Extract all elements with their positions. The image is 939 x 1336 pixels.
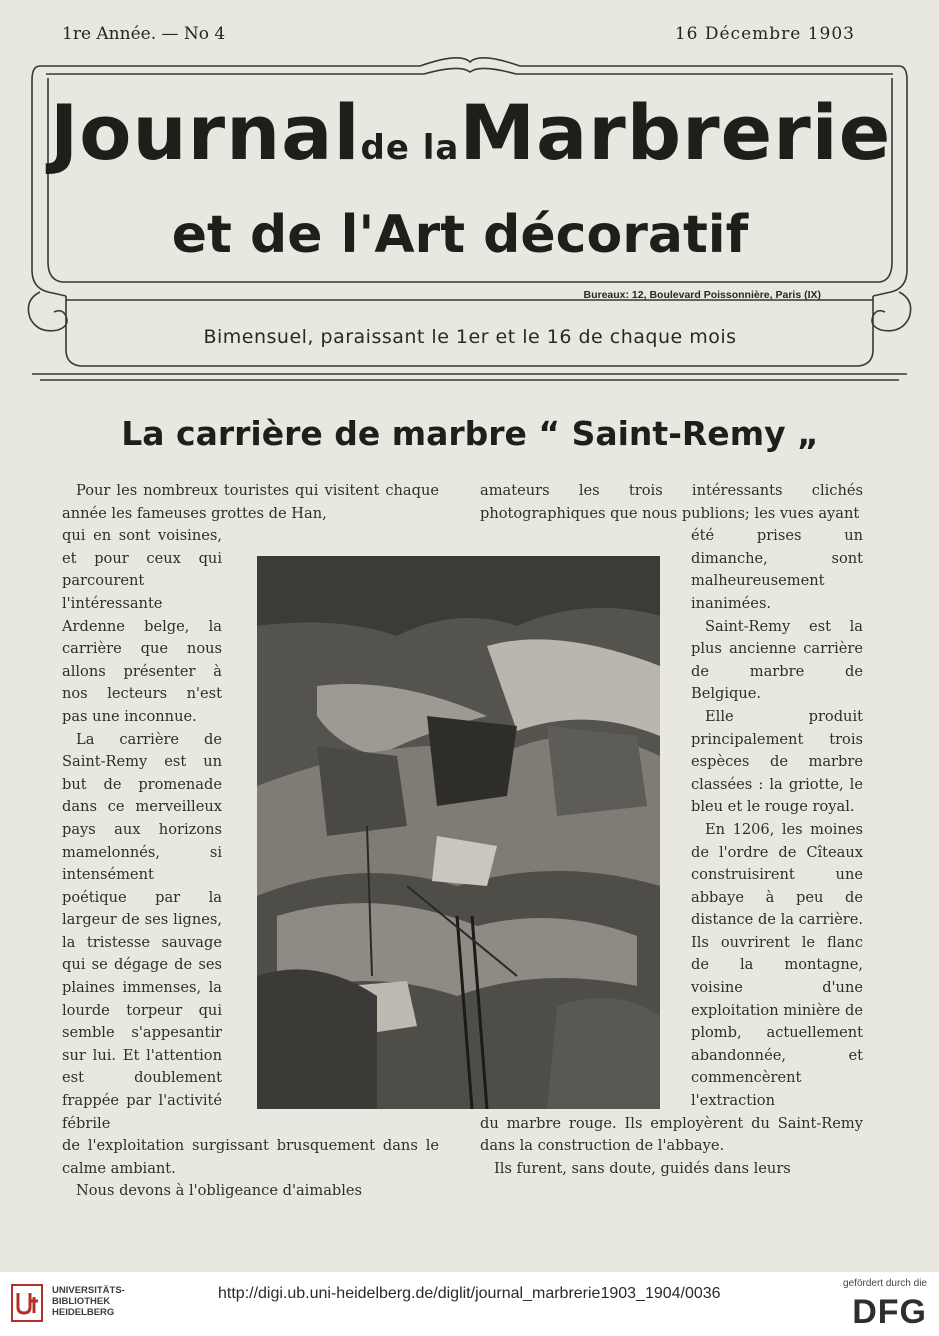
masthead-title-journal: Journal: [50, 88, 361, 177]
issue-number: 1re Année. — No 4: [62, 24, 226, 44]
masthead-title: [50, 88, 892, 177]
masthead-subtitle: et de l'Art décoratif: [171, 205, 749, 265]
quarry-photograph: [257, 556, 660, 1109]
masthead-title-marbrerie: Marbrerie: [459, 88, 892, 177]
paragraph: Pour les nombreux touristes qui visitent chaque année les fameuses grottes de Han,: [62, 482, 439, 522]
paragraph: Nous devons à l'obligeance d'aimables: [76, 1182, 363, 1200]
paragraph: du marbre rouge. Ils employèrent du Saint-Remy dans la construction de l'abbaye.: [480, 1114, 863, 1155]
masthead-title-dela: de la: [360, 128, 460, 168]
masthead-address: Bureaux: 12, Boulevard Poissonnière, Paris (IX): [583, 289, 821, 301]
column-wrap-right: [691, 525, 863, 1112]
library-name-line: UNIVERSITÄTS-: [52, 1285, 125, 1296]
column-wrap-left: [62, 525, 222, 1135]
footer-bar: [0, 1272, 939, 1336]
university-library-logo-icon: [10, 1283, 44, 1323]
paragraph: été prises un dimanche, sont malheureusement inanimées.: [691, 527, 863, 612]
funding-note: gefördert durch die: [843, 1278, 927, 1289]
dfg-logo: DFG: [852, 1293, 927, 1331]
paragraph: Elle produit principalement trois espèces de marbre classées : la griotte, le bleu et le rouge royal.: [691, 707, 863, 816]
paragraph: qui en sont voisines, et pour ceux qui parcourent l'intéressante Ardenne belge, la carrière que nous allons présenter à nos lecteurs n'est pas une inconnue.: [62, 527, 222, 725]
issue-date: 16 Décembre 1903: [674, 24, 855, 44]
quarry-photo-illustration: [257, 556, 660, 1109]
library-name-line: HEIDELBERG: [52, 1307, 115, 1318]
article-title: La carrière de marbre “ Saint-Remy „: [121, 414, 819, 453]
university-library-name: [52, 1285, 125, 1318]
library-name-line: BIBLIOTHEK: [52, 1296, 111, 1307]
paragraph: La carrière de Saint-Remy est un but de promenade dans ce merveilleux pays aux horizons mamelonnés, si intensément poétique par la largeur de ses lignes, la tristesse sauvage qui se dégage de ses plaines immenses, la lourde torpeur qui semble s'appesantir sur lui. Et l'attention est doublement frappée par l'activité fébrile: [62, 730, 222, 1132]
paragraph: En 1206, les moines de l'ordre de Cîteaux construisirent une abbaye à peu de distance de la carrière. Ils ouvrirent le flanc de la montagne, voisine d'une exploitation minière de plomb, actuellement abandonnée, et commencèrent l'extraction: [691, 820, 863, 1110]
paragraph: Ils furent, sans doute, guidés dans leurs: [494, 1159, 791, 1177]
paragraph: de l'exploitation surgissant brusquement dans le calme ambiant.: [62, 1137, 439, 1177]
masthead-periodicity: Bimensuel, paraissant le 1er et le 16 de chaque mois: [203, 326, 737, 348]
paragraph: Saint-Remy est la plus ancienne carrière de marbre de Belgique.: [691, 617, 863, 703]
paragraph: amateurs les trois intéressants clichés photographiques que nous publions; les vues ayant: [480, 482, 863, 522]
permalink-url[interactable]: http://digi.ub.uni-heidelberg.de/diglit/journal_marbrerie1903_1904/0036: [218, 1285, 721, 1302]
